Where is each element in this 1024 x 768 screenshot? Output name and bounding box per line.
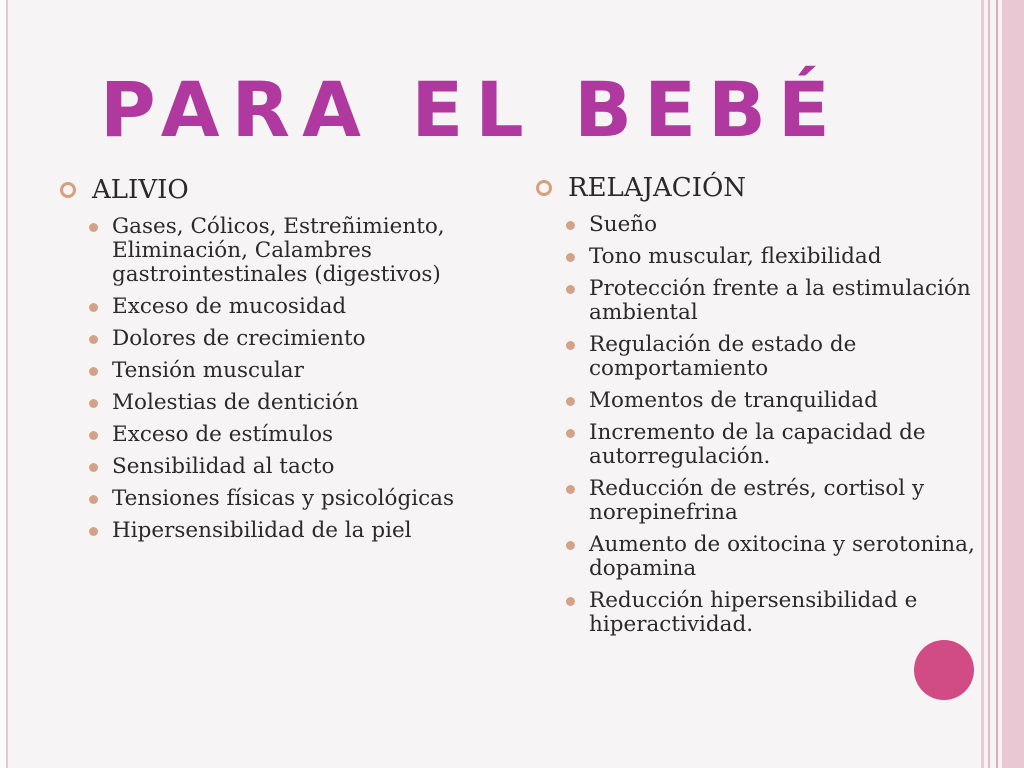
alivio-list [60, 215, 500, 543]
list-item: Reducción de estrés, cortisol y norepinefrina [536, 477, 976, 525]
list-item: Regulación de estado de comportamiento [536, 333, 976, 381]
alivio-heading-text: ALIVIO [92, 175, 189, 205]
decorative-circle [914, 640, 974, 700]
stripe [981, 0, 984, 768]
list-item: Tono muscular, flexibilidad [536, 245, 976, 269]
list-item: Gases, Cólicos, Estreñimiento, Eliminación, Calambres gastrointestinales (digestivos) [60, 215, 500, 287]
stripe [996, 0, 998, 768]
alivio-heading [60, 175, 500, 205]
list-item: Exceso de mucosidad [60, 295, 500, 319]
slide-title: PARA EL BEBÉ [100, 65, 842, 154]
list-item: Tensiones físicas y psicológicas [60, 487, 500, 511]
list-item: Momentos de tranquilidad [536, 389, 976, 413]
relajacion-heading [536, 173, 976, 203]
list-item: Hipersensibilidad de la piel [60, 519, 500, 543]
relajacion-heading-text: RELAJACIÓN [568, 173, 747, 203]
list-item: Aumento de oxitocina y serotonina, dopamina [536, 533, 976, 581]
list-item: Reducción hipersensibilidad e hiperactividad. [536, 589, 976, 637]
ring-bullet-icon [60, 182, 76, 198]
relajacion-list [536, 213, 976, 637]
list-item: Sueño [536, 213, 976, 237]
list-item: Dolores de crecimiento [60, 327, 500, 351]
list-item: Incremento de la capacidad de autorregulación. [536, 421, 976, 469]
right-edge-stripes [976, 0, 1024, 768]
left-edge-stripe [0, 0, 8, 768]
alivio-column [60, 175, 500, 551]
relajacion-column [536, 175, 976, 645]
list-item: Molestias de dentición [60, 391, 500, 415]
list-item: Tensión muscular [60, 359, 500, 383]
ring-bullet-icon [536, 180, 552, 196]
stripe [1002, 0, 1024, 768]
stripe [988, 0, 990, 768]
list-item: Sensibilidad al tacto [60, 455, 500, 479]
list-item: Protección frente a la estimulación ambiental [536, 277, 976, 325]
list-item: Exceso de estímulos [60, 423, 500, 447]
